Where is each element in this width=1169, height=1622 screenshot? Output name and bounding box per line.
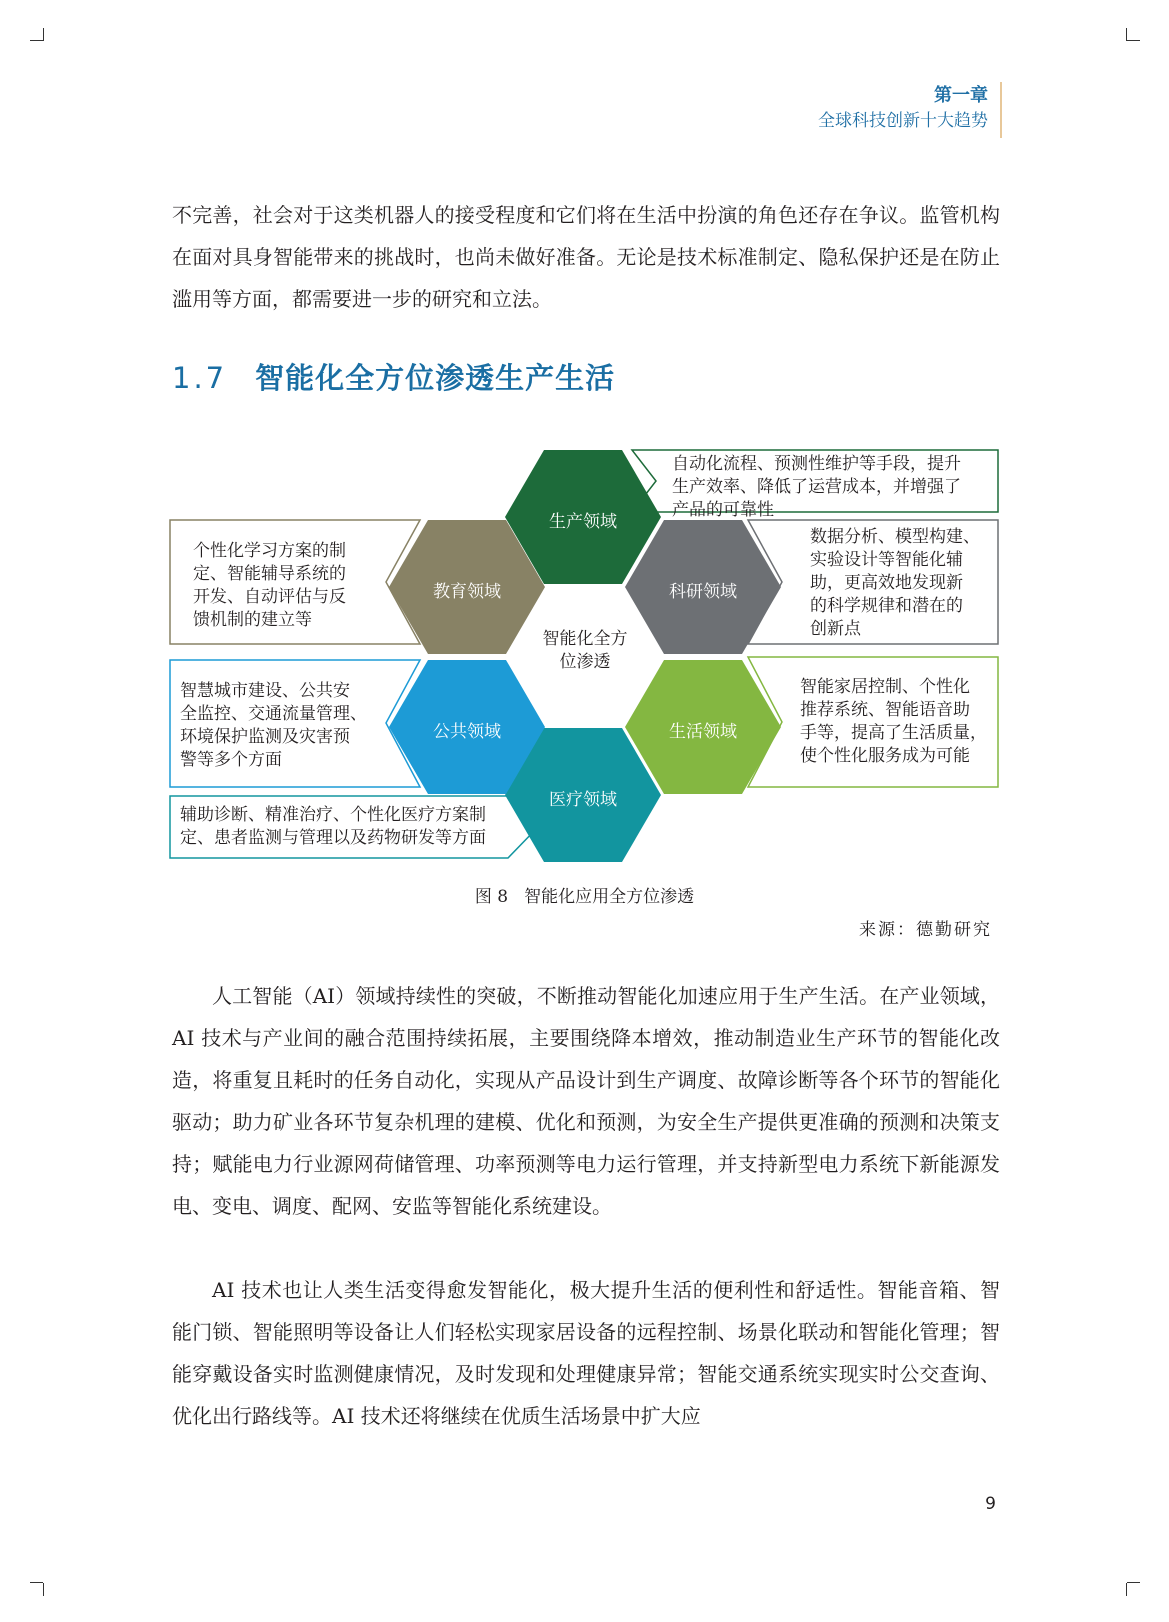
research-description: [810, 526, 980, 641]
hex-public-label: 公共领域: [433, 722, 501, 742]
hex-production-label: 生产领域: [549, 512, 617, 532]
section-title-text: 智能化全方位渗透生产生活: [255, 361, 616, 395]
desc-line: 自动化流程、预测性维护等手段，提升: [672, 454, 961, 474]
desc-line: 使个性化服务成为可能: [800, 746, 970, 766]
desc-line: 开发、自动评估与反: [193, 587, 346, 607]
center-label-line: 位渗透: [559, 652, 611, 672]
figure-source: 来源：德勤研究: [859, 920, 992, 940]
desc-line: 智慧城市建设、公共安: [180, 681, 350, 701]
chapter-subtitle: 全球科技创新十大趋势: [818, 111, 988, 131]
desc-line: 定、患者监测与管理以及药物研发等方面: [180, 828, 486, 848]
public-description: [180, 680, 367, 772]
desc-line: 实验设计等智能化辅: [810, 550, 963, 570]
center-label-line: 智能化全方: [542, 629, 628, 649]
education-description: [193, 540, 346, 632]
caption-number: 图 8: [474, 887, 509, 907]
hex-medical-label: 医疗领域: [549, 790, 617, 810]
desc-line: 警等多个方面: [180, 750, 282, 770]
intro-paragraph: 不完善，社会对于这类机器人的接受程度和它们将在生活中扮演的角色还存在争议。监管机构在面对具身智能带来的挑战时，也尚未做好准备。无论是技术标准制定、隐私保护还是在防止滥用等方面，都需要进一步的研究和立法。: [172, 203, 1000, 311]
desc-line: 的科学规律和潜在的: [810, 596, 963, 616]
desc-line: 生产效率、降低了运营成本，并增强了: [672, 477, 961, 497]
hex-education-label: 教育领域: [433, 582, 501, 602]
production-description: [672, 453, 961, 522]
desc-line: 助，更高效地发现新: [810, 573, 963, 593]
life-description: [800, 676, 987, 768]
medical-description: [180, 804, 486, 850]
hex-life-label: 生活领域: [669, 722, 737, 742]
desc-line: 定、智能辅导系统的: [193, 564, 346, 584]
caption-text: 智能化应用全方位渗透: [524, 887, 695, 907]
hex-research-label: 科研领域: [669, 582, 737, 602]
chapter-label: 第一章: [934, 85, 988, 106]
desc-line: 全监控、交通流量管理、: [180, 704, 367, 724]
section-number: 1.7: [172, 361, 228, 395]
desc-line: 手等，提高了生活质量，: [800, 723, 987, 743]
desc-line: 产品的可靠性: [672, 500, 774, 520]
desc-line: 智能家居控制、个性化: [800, 677, 970, 697]
paragraph-life: AI 技术也让人类生活变得愈发智能化，极大提升生活的便利性和舒适性。智能音箱、智能门锁、智能照明等设备让人们轻松实现家居设备的远程控制、场景化联动和智能化管理；智能穿戴设备实时监测健康情况，及时发现和处理健康异常；智能交通系统实现实时公交查询、优化出行路线等。AI 技术还将继续在优质生活场景中扩大应: [172, 1278, 1000, 1428]
page-number: 9: [985, 1494, 996, 1514]
paragraph-industry: 人工智能（AI）领域持续性的突破，不断推动智能化加速应用于生产生活。在产业领域，AI 技术与产业间的融合范围持续拓展，主要围绕降本增效，推动制造业生产环节的智能化改造，将重复且耗时的任务自动化，实现从产品设计到生产调度、故障诊断等各个环节的智能化驱动；助力矿业各环节复杂机理的建模、优化和预测，为安全生产提供更准确的预测和决策支持；赋能电力行业源网荷储管理、功率预测等电力运行管理，并支持新型电力系统下新能源发电、变电、调度、配网、安监等智能化系统建设。: [172, 984, 1000, 1218]
desc-line: 环境保护监测及灾害预: [180, 727, 350, 747]
figure-caption: [0, 882, 1169, 907]
desc-line: 推荐系统、智能语音助: [800, 700, 970, 720]
desc-line: 辅助诊断、精准治疗、个性化医疗方案制: [180, 805, 486, 825]
center-label: [525, 628, 645, 674]
desc-line: 个性化学习方案的制: [193, 541, 346, 561]
desc-line: 数据分析、模型构建、: [810, 527, 980, 547]
desc-line: 馈机制的建立等: [193, 610, 312, 630]
desc-line: 创新点: [810, 619, 861, 639]
